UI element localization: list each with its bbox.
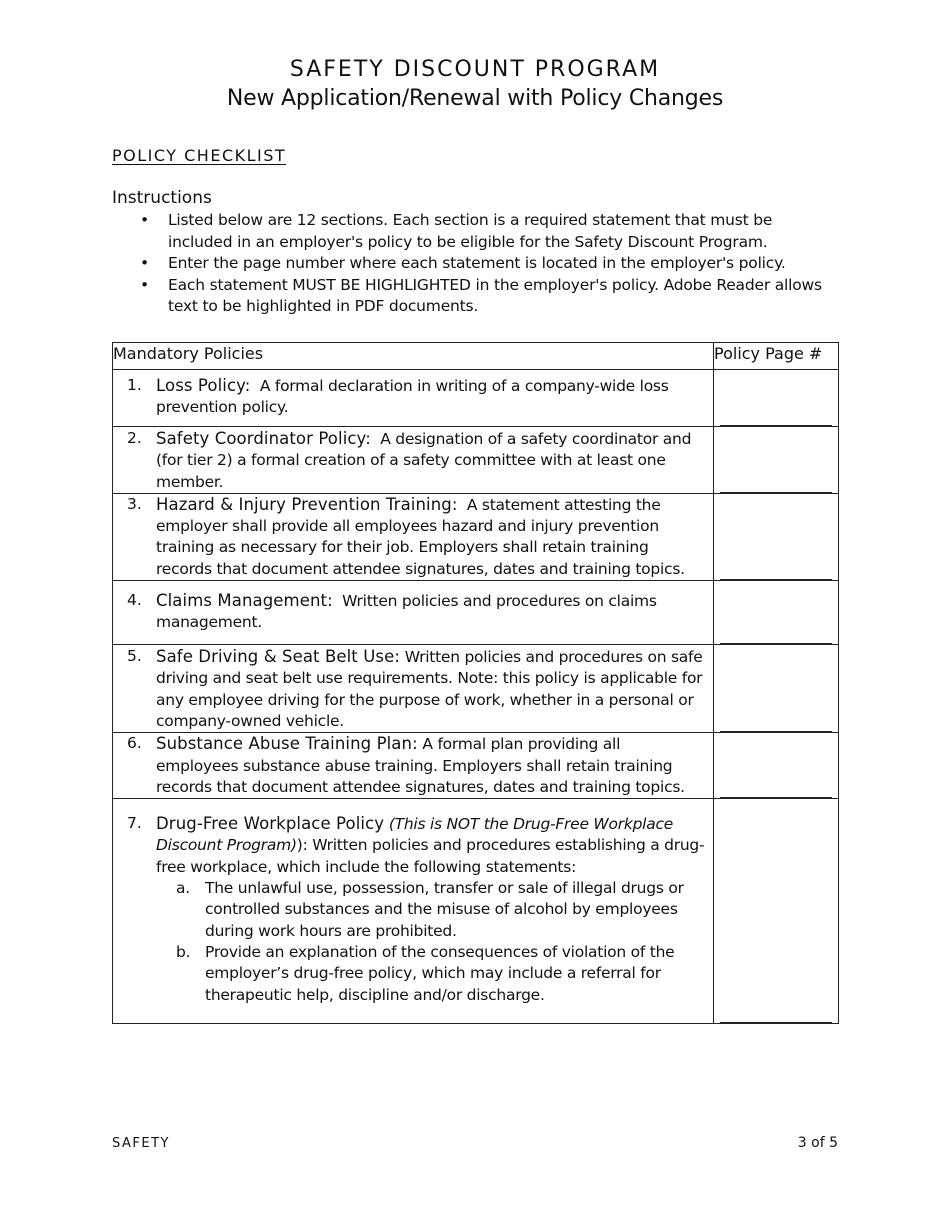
page-number-cell [714,493,839,580]
instructions-list [140,210,840,318]
item-description: A statement attesting the employer shall provide all employees hazard and injury prevention training as necessary for their job. Employers shall retain training records that document attendee signatures, dates and training topics. [156,495,685,578]
table-row [113,645,839,733]
item-heading: Claims Management: [156,591,333,611]
item-heading: Safe Driving & Seat Belt Use: [156,647,401,667]
sub-statement-marker: a. [176,879,190,898]
sub-statement-item [156,942,707,1006]
item-description: ): Written policies and procedures establishing a drug-free workplace, which include the following statements: [156,836,705,876]
page-number-cell [714,645,839,733]
table-row [113,427,839,494]
instruction-text: Enter the page number where each statement is located in the employer's policy. [168,254,786,272]
item-description: A designation of a safety coordinator and (for tier 2) a formal creation of a safety committee with at least one member. [156,430,692,491]
item-number: 4. [127,591,142,610]
instructions-label: Instructions [112,188,212,208]
table-row [113,370,839,427]
table-row [113,493,839,580]
item-heading: Hazard & Injury Prevention Training: [156,494,458,514]
item-number: 1. [127,376,142,394]
page-number-cell [714,733,839,799]
policy-item-safe-driving [113,645,714,733]
table-row [113,733,839,799]
sub-statement-item [156,878,707,942]
instruction-text: Each statement MUST BE HIGHLIGHTED in the employer's policy. Adobe Reader allows text to be highlighted in PDF documents. [168,275,822,315]
policy-item-safety-coordinator [113,427,714,494]
instruction-item [140,275,840,318]
item-description: Written policies and procedures on claims management. [156,592,657,632]
table-row [113,799,839,1024]
column-header-mandatory-policies: Mandatory Policies [113,343,714,370]
instruction-text: Listed below are 12 sections. Each section is a required statement that must be included in an employer's policy to be eligible for the Safety Discount Program. [168,211,773,251]
item-number: 2. [127,429,142,447]
item-heading: Safety Coordinator Policy: [156,429,371,448]
column-header-policy-page: Policy Page # [714,343,839,370]
policy-item-hazard-injury-training [113,493,714,580]
item-number: 3. [127,494,142,513]
page-number-input[interactable] [720,1022,832,1023]
bullet-icon: • [140,211,149,229]
page-number-cell [714,581,839,645]
item-number: 6. [127,734,142,753]
table-row [113,581,839,645]
page-number-cell [714,427,839,494]
page-subtitle: New Application/Renewal with Policy Changes [226,86,724,111]
instruction-item [140,210,840,253]
page-number-cell [714,370,839,427]
instruction-item [140,253,840,275]
item-heading: Loss Policy: [156,376,251,395]
item-description: Written policies and procedures on safe driving and seat belt use requirements. Note: this policy is applicable for any employee driving for the purpose of work, whether in a personal or company-owned vehicle. [156,648,703,730]
policy-item-substance-abuse-training [113,733,714,799]
page-title: SAFETY DISCOUNT PROGRAM [289,57,661,82]
sub-statement-text: The unlawful use, possession, transfer or sale of illegal drugs or controlled substances and the misuse of alcohol by employees during work hours are prohibited. [205,879,684,940]
bullet-icon: • [140,254,149,272]
sub-statement-marker: b. [176,942,191,961]
item-note: (This is NOT the Drug-Free Workplace Discount Program) [156,815,674,855]
bullet-icon: • [140,275,149,294]
item-heading: Substance Abuse Training Plan: [156,734,418,754]
sub-statement-list [156,878,707,1006]
item-description: A formal plan providing all employees substance abuse training. Employers shall retain training records that document attendee signatures, dates and training topics. [156,735,685,796]
sub-statement-text: Provide an explanation of the consequences of violation of the employer’s drug-free policy, which may include a referral for therapeutic help, discipline and/or discharge. [205,942,675,1004]
page-number-indicator: 3 of 5 [797,1135,838,1151]
section-heading: POLICY CHECKLIST [112,146,287,165]
policy-checklist-table [112,342,839,1024]
item-heading: Drug-Free Workplace Policy [156,814,385,834]
item-number: 7. [127,814,142,833]
policy-item-claims-management [113,581,714,645]
page-number-cell [714,799,839,1024]
footer-label: SAFETY [112,1136,170,1151]
policy-item-loss [113,370,714,427]
item-description: A formal declaration in writing of a company-wide loss prevention policy. [156,377,669,417]
item-number: 5. [127,647,142,666]
table-header-row [113,343,839,370]
policy-item-drug-free-workplace [113,799,714,1024]
